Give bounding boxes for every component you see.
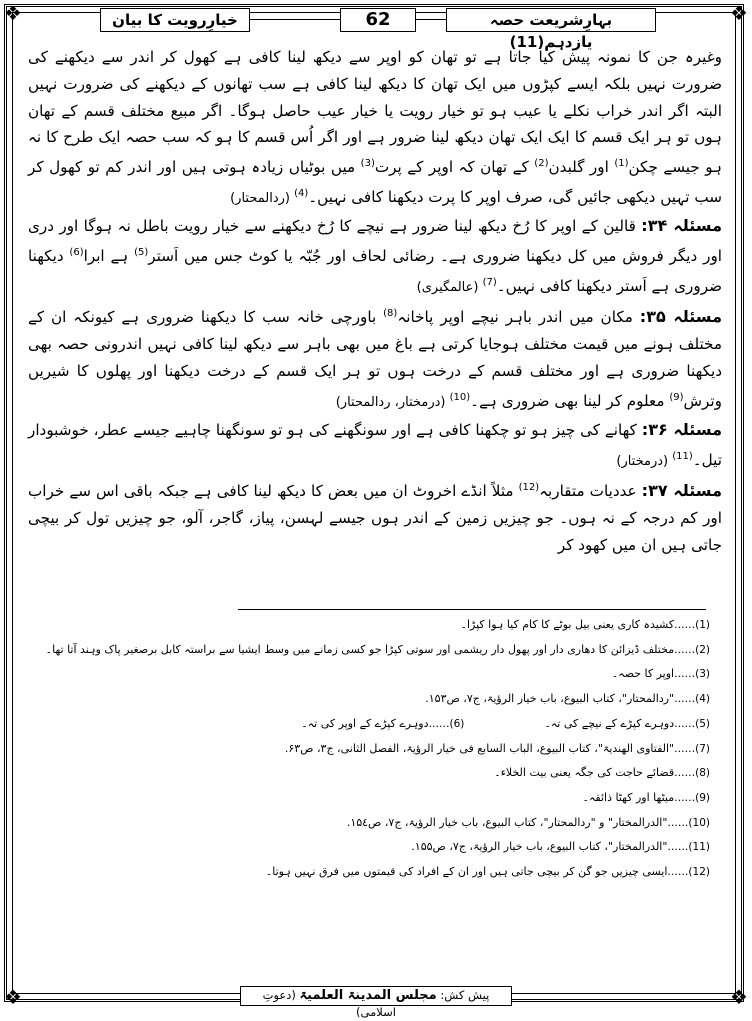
footnote-entry bbox=[266, 865, 710, 878]
corner-ornament-icon: ❖ bbox=[4, 985, 22, 1009]
footnote-item bbox=[30, 712, 710, 737]
corner-ornament-icon: ❖ bbox=[4, 1, 22, 25]
paragraph-text: دیکھنا ضروری ہے اَستر دیکھنا کافی نہیں۔ bbox=[28, 246, 722, 295]
footnote-leader: ...... bbox=[667, 865, 689, 879]
source-reference: (عالمگیری) bbox=[416, 279, 483, 295]
book-title: بہارِشریعت حصہ یازدہم(11) bbox=[446, 8, 656, 32]
footnote-marker: (1) bbox=[614, 158, 629, 170]
footnote-leader: ...... bbox=[674, 790, 696, 804]
footnote-item bbox=[30, 662, 710, 687]
footnote-marker: (10) bbox=[449, 391, 471, 403]
page-footer bbox=[240, 986, 512, 1019]
footnote-entry bbox=[301, 717, 464, 730]
footnote-entry bbox=[425, 692, 710, 705]
masala-heading: مسئلہ ۳۴: bbox=[641, 215, 722, 235]
paragraph-text: ہے ابرا bbox=[83, 246, 135, 265]
source-reference: (ردالمحتار) bbox=[230, 191, 295, 207]
paragraph-text: کھانے کی چیز ہو تو چکھنا کافی ہے اور سونگھنے کی ہو تو سونگھنا چاہیے جیسے عطر، خوشبودار تیل۔ bbox=[28, 420, 722, 469]
paragraph-text: قالین کے اوپر کا رُخ دیکھ لینا ضرور ہے نیچے کا رُخ دیکھنے سے خیار رویت باطل نہ ہوگا اور دری اور دیگر فروش میں کل دیکھنا ضروری ہے۔ رضائی لحاف اور جُبّہ یا کوٹ جس میں اَستر bbox=[28, 216, 722, 265]
header-rule bbox=[416, 19, 446, 20]
footnote-leader: ...... bbox=[674, 667, 696, 681]
footnote-entry bbox=[612, 667, 710, 680]
footnote-item bbox=[30, 811, 710, 836]
paragraph bbox=[28, 213, 722, 302]
footnote-text: قضائے حاجت کی جگہ یعنی بیت الخلاء۔ bbox=[494, 766, 675, 780]
paragraph-text: باورچی خانہ سب کا دیکھنا ضروری ہے کیونکہ ان کے مختلف ہونے میں قیمت مختلف ہوجایا کرتی ہے باغ میں بھی باہر سے دیکھ لینا کافی نہیں اندرونی حصہ بھی دیکھنا ضروری ہے اور مختلف قسم کے درخت ہوں تو ہر ایک قسم کے درخت دیکھنا اور پھلوں کا شیریں وترش bbox=[28, 308, 722, 410]
paragraph bbox=[28, 44, 722, 213]
paragraph-text: مکان میں اندر باہر نیچے اوپر پاخانہ bbox=[397, 308, 640, 327]
footnote-leader: ...... bbox=[674, 766, 696, 780]
footnote-text: دوہرے کپڑے کے نیچے کی تہ۔ bbox=[544, 716, 675, 730]
footnote-text: "الدرالمختار" و "ردالمحتار"، کتاب البیوع، باب خیار الرؤیۃ، ج۷، ص۱۵٤. bbox=[346, 815, 668, 829]
footnote-number: (7) bbox=[695, 742, 710, 755]
footnote-number: (5) bbox=[695, 717, 710, 730]
footnote-marker: (12) bbox=[518, 482, 540, 494]
paragraph-text: کے تھان کہ اوپر کے پرت bbox=[374, 158, 535, 177]
footnote-text: اوپر کا حصہ۔ bbox=[611, 667, 675, 681]
footnote-leader: ...... bbox=[674, 716, 696, 730]
footnote-text: دوہرے کپڑے کے اوپر کی تہ۔ bbox=[301, 716, 429, 730]
paragraph bbox=[28, 417, 722, 476]
footnote-leader: ...... bbox=[667, 840, 689, 854]
footnote-leader: ...... bbox=[674, 618, 696, 631]
masala-heading: مسئلہ ۳۶: bbox=[641, 419, 723, 439]
paragraph bbox=[28, 301, 722, 416]
footer-suffix: (دعوتِ اسلامی) bbox=[262, 988, 396, 1019]
footnote-marker: (2) bbox=[534, 158, 549, 170]
footnote-number: (12) bbox=[688, 866, 710, 879]
footnotes bbox=[30, 613, 710, 885]
footnote-marker: (3) bbox=[360, 158, 375, 170]
footnote-number: (4) bbox=[695, 693, 710, 706]
footnote-entry bbox=[544, 717, 710, 730]
footnote-text: میٹھا اور کھٹا ذائقہ۔ bbox=[582, 790, 675, 804]
page-header bbox=[100, 8, 656, 51]
footnote-entry bbox=[46, 643, 710, 656]
footnote-number: (8) bbox=[695, 767, 710, 780]
footnote-leader: ...... bbox=[674, 692, 696, 706]
footnote-item bbox=[30, 613, 710, 638]
corner-ornament-icon: ❖ bbox=[730, 1, 748, 25]
main-text bbox=[28, 44, 722, 559]
footer-prefix: پیش کش: bbox=[440, 988, 490, 1002]
footnote-text: کشیدہ کاری یعنی بیل بوٹے کا کام کیا ہوا کپڑا۔ bbox=[460, 618, 675, 631]
footnote-number: (2) bbox=[695, 643, 710, 656]
footnote-number: (11) bbox=[688, 841, 710, 854]
footnote-entry bbox=[494, 766, 710, 779]
footnote-separator bbox=[238, 609, 706, 610]
paragraph-text: مثلاً انڈے اخروٹ ان میں بعض کا دیکھ لینا کافی ہے جبکہ باقی اس سے خراب اور کم درجہ کے نہ ہوں۔ جو چیزیں زمین کے اندر ہوں جیسے لہسن، پیاز، گاجر، آلو، جو چیزیں تول کر بیچی جاتی ہیں ان میں کھود کر bbox=[28, 482, 722, 555]
footnote-text: "ردالمحتار"، کتاب البیوع، باب خیار الرؤیۃ، ج۷، ص۱۵۳. bbox=[425, 692, 675, 706]
footnote-number: (3) bbox=[695, 668, 710, 681]
footnote-leader: ...... bbox=[674, 741, 696, 755]
source-reference: (درمختار، ردالمحتار) bbox=[335, 394, 450, 410]
footnote-text: مختلف ڈیزائن کا دھاری دار اور پھول دار ریشمی اور سوتی کپڑا جو کسی زمانے میں وسط ایشیا سے براستہ کابل برصغیر پاک وہند آتا تھا۔ bbox=[45, 642, 675, 656]
paragraph-text: عددیات متقاربہ bbox=[539, 482, 642, 501]
footnote-item bbox=[30, 835, 710, 860]
paragraph bbox=[28, 475, 722, 558]
footnote-item bbox=[30, 687, 710, 712]
footnote-marker: (5) bbox=[134, 246, 149, 258]
footnote-item bbox=[30, 638, 710, 663]
footnote-item bbox=[30, 737, 710, 762]
paragraph-text: وغیرہ جن کا نمونہ پیش کیا جاتا ہے تو تھان کو اوپر سے دیکھ لینا کافی ہے کھول کر اندر سے دیکھنے کی ضرورت نہیں بلکہ ایسے کپڑوں میں ایک تھان کا دیکھ لینا کافی ہے سب تھانوں کے دیکھنے کی ضرورت نہیں البتہ اگر اندر خراب نکلے یا عیب ہو تو خیار رویت یا خیار عیب حاصل ہوگا۔ اگر مبیع مختلف قسم کے تھان ہوں تو ہر ایک قسم کا ایک ایک تھان دیکھ لینا ضرور ہے اور اگر اُس قسم کا ہو کہ سب حصہ ایک طرح کا نہ ہو جیسے چکن bbox=[28, 48, 722, 177]
paragraph-text: معلوم کر لینا بھی ضروری ہے۔ bbox=[470, 391, 670, 410]
footnote-number: (9) bbox=[695, 791, 710, 804]
page-number: 62 bbox=[340, 8, 416, 32]
paragraph-text: میں بوٹیاں زیادہ ہوتی ہیں اور اندر کم تو کھول کر سب تہیں دیکھی جائیں گی، صرف اوپر کا پرت دیکھنا کافی نہیں۔ bbox=[28, 158, 722, 207]
footnote-leader: ...... bbox=[667, 815, 689, 829]
footnote-entry bbox=[285, 742, 710, 755]
chapter-title: خیارِرویت کا بیان bbox=[100, 8, 250, 32]
paragraph-text: اور گلبدن bbox=[548, 158, 615, 177]
footnote-leader: ...... bbox=[674, 642, 696, 656]
source-reference: (درمختار) bbox=[616, 453, 673, 469]
header-rule bbox=[250, 19, 340, 20]
footnote-item bbox=[30, 761, 710, 786]
footnote-number: (10) bbox=[688, 816, 710, 829]
footnote-item bbox=[30, 786, 710, 811]
footnote-number: (6) bbox=[449, 717, 465, 730]
footnote-marker: (4) bbox=[294, 188, 309, 200]
footnote-entry bbox=[583, 791, 710, 804]
masala-heading: مسئلہ ۳۵: bbox=[639, 307, 722, 327]
footnote-number: (1) bbox=[695, 619, 710, 631]
corner-ornament-icon: ❖ bbox=[730, 985, 748, 1009]
footnote-entry bbox=[461, 618, 710, 631]
footnote-marker: (11) bbox=[672, 450, 693, 462]
footnote-text: "الفتاوی الھندیۃ"، کتاب البیوع، الباب السابع فی خیار الرؤیۃ، الفصل الثانی، ج۳، ص۶۳. bbox=[284, 741, 675, 755]
masala-heading: مسئلہ ۳۷: bbox=[641, 481, 722, 501]
footnote-text: ایسی چیزیں جو گن کر بیچی جاتی ہیں اور ان کے افراد کی قیمتوں میں فرق نہیں ہوتا۔ bbox=[265, 865, 668, 879]
footnote-leader: ...... bbox=[428, 716, 450, 730]
footnote-marker: (9) bbox=[669, 391, 684, 403]
footnote-item bbox=[30, 860, 710, 885]
footnote-entry bbox=[347, 816, 710, 829]
footnote-marker: (8) bbox=[383, 308, 398, 320]
footnote-marker: (6) bbox=[69, 246, 84, 258]
footer-publisher: مجلس المدینۃ العلمیۃ bbox=[299, 988, 437, 1003]
footnote-entry bbox=[411, 840, 710, 853]
footnote-text: "الدرالمختار"، کتاب البیوع، باب خیار الرؤیۃ، ج۷، ص۱۵۵. bbox=[411, 840, 668, 854]
footnote-marker: (7) bbox=[482, 276, 497, 288]
